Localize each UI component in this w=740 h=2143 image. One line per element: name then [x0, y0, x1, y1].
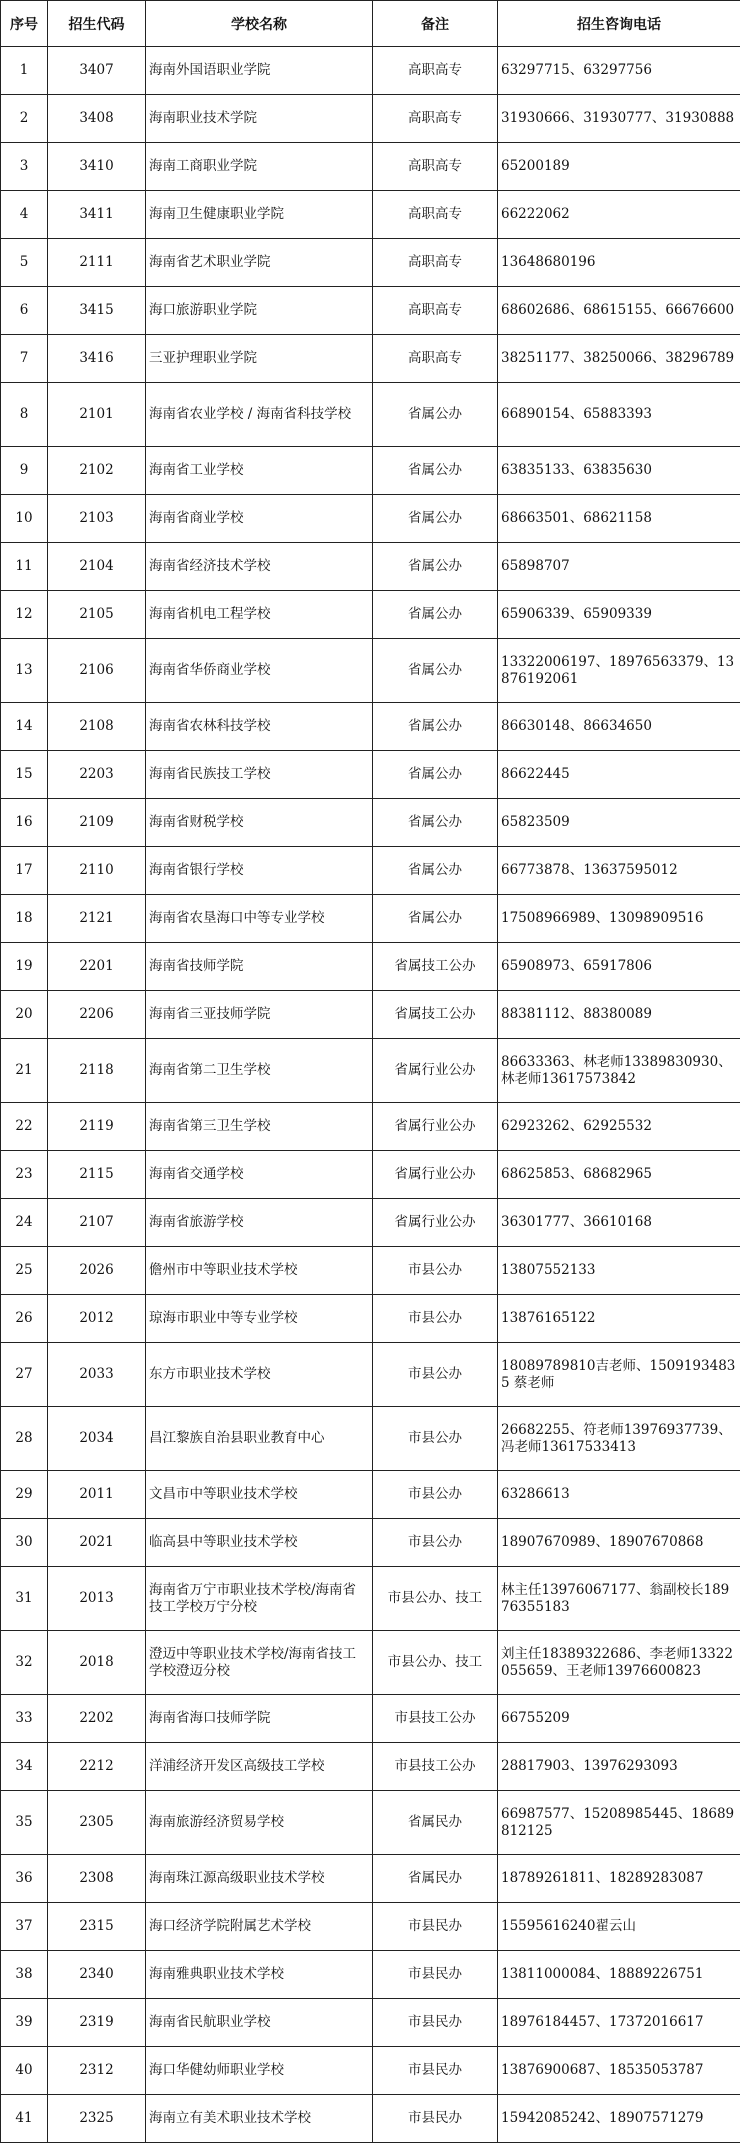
table-row [1, 591, 740, 639]
table-row [1, 2047, 740, 2095]
contact-phone: 86630148、86634650 [498, 703, 740, 751]
school-note: 市县民办 [373, 2095, 498, 2143]
school-code: 2312 [48, 2047, 146, 2095]
row-number: 17 [1, 847, 48, 895]
contact-phone: 63835133、63835630 [498, 447, 740, 495]
school-note: 市县公办 [373, 1343, 498, 1407]
school-note: 高职高专 [373, 47, 498, 95]
school-note: 省属行业公办 [373, 1103, 498, 1151]
school-name: 海南省第三卫生学校 [146, 1103, 373, 1151]
school-note: 市县技工公办 [373, 1743, 498, 1791]
school-code: 2319 [48, 1999, 146, 2047]
table-row [1, 751, 740, 799]
school-note: 市县民办 [373, 1951, 498, 1999]
school-name: 海南省农林科技学校 [146, 703, 373, 751]
school-note: 省属技工公办 [373, 943, 498, 991]
table-row [1, 703, 740, 751]
school-name: 海南省海口技师学院 [146, 1695, 373, 1743]
school-note: 省属行业公办 [373, 1039, 498, 1103]
row-number: 37 [1, 1903, 48, 1951]
table-row [1, 1199, 740, 1247]
school-name: 海南珠江源高级职业技术学校 [146, 1855, 373, 1903]
contact-phone: 66987577、15208985445、18689812125 [498, 1791, 740, 1855]
school-code: 2206 [48, 991, 146, 1039]
school-code: 2104 [48, 543, 146, 591]
contact-phone: 66222062 [498, 191, 740, 239]
school-name: 东方市职业技术学校 [146, 1343, 373, 1407]
row-number: 26 [1, 1295, 48, 1343]
table-body [1, 47, 740, 2143]
table-row [1, 1903, 740, 1951]
table-row [1, 1471, 740, 1519]
contact-phone: 65823509 [498, 799, 740, 847]
school-code: 2202 [48, 1695, 146, 1743]
school-name: 海南省机电工程学校 [146, 591, 373, 639]
school-note: 省属行业公办 [373, 1199, 498, 1247]
row-number: 32 [1, 1631, 48, 1695]
table-row [1, 47, 740, 95]
row-number: 36 [1, 1855, 48, 1903]
contact-phone: 86633363、林老师13389830930、林老师13617573842 [498, 1039, 740, 1103]
table-row [1, 1567, 740, 1631]
contact-phone: 13811000084、18889226751 [498, 1951, 740, 1999]
school-code: 2108 [48, 703, 146, 751]
header-code: 招生代码 [48, 1, 146, 47]
school-name: 海南省农业学校 / 海南省科技学校 [146, 383, 373, 447]
row-number: 7 [1, 335, 48, 383]
school-name: 海南省商业学校 [146, 495, 373, 543]
school-note: 高职高专 [373, 95, 498, 143]
row-number: 16 [1, 799, 48, 847]
table-row [1, 191, 740, 239]
school-code: 2013 [48, 1567, 146, 1631]
school-code: 2033 [48, 1343, 146, 1407]
school-code: 2026 [48, 1247, 146, 1295]
school-code: 2325 [48, 2095, 146, 2143]
table-row [1, 1695, 740, 1743]
school-code: 2011 [48, 1471, 146, 1519]
school-code: 2119 [48, 1103, 146, 1151]
school-note: 省属民办 [373, 1855, 498, 1903]
school-name: 海南省财税学校 [146, 799, 373, 847]
school-note: 市县公办 [373, 1407, 498, 1471]
school-code: 2107 [48, 1199, 146, 1247]
header-phone: 招生咨询电话 [498, 1, 740, 47]
school-code: 2102 [48, 447, 146, 495]
school-code: 2203 [48, 751, 146, 799]
row-number: 4 [1, 191, 48, 239]
school-code: 2105 [48, 591, 146, 639]
school-name: 儋州市中等职业技术学校 [146, 1247, 373, 1295]
school-name: 海口经济学院附属艺术学校 [146, 1903, 373, 1951]
contact-phone: 18976184457、17372016617 [498, 1999, 740, 2047]
table-row [1, 1855, 740, 1903]
school-name: 海南省工业学校 [146, 447, 373, 495]
table-row [1, 1999, 740, 2047]
table-row [1, 1343, 740, 1407]
contact-phone: 18089789810吉老师、15091934835 蔡老师 [498, 1343, 740, 1407]
school-name: 海口华健幼师职业学校 [146, 2047, 373, 2095]
school-name: 海南省民航职业学校 [146, 1999, 373, 2047]
row-number: 14 [1, 703, 48, 751]
contact-phone: 88381112、88380089 [498, 991, 740, 1039]
school-note: 省属公办 [373, 895, 498, 943]
contact-phone: 31930666、31930777、31930888 [498, 95, 740, 143]
contact-phone: 18907670989、18907670868 [498, 1519, 740, 1567]
school-note: 市县技工公办 [373, 1695, 498, 1743]
table-row [1, 895, 740, 943]
school-name: 昌江黎族自治县职业教育中心 [146, 1407, 373, 1471]
school-note: 省属公办 [373, 543, 498, 591]
table-row [1, 1743, 740, 1791]
school-name: 海南省农垦海口中等专业学校 [146, 895, 373, 943]
school-code: 3415 [48, 287, 146, 335]
school-name: 海南省旅游学校 [146, 1199, 373, 1247]
table-row [1, 943, 740, 991]
table-row [1, 447, 740, 495]
school-note: 省属行业公办 [373, 1151, 498, 1199]
school-note: 省属技工公办 [373, 991, 498, 1039]
row-number: 34 [1, 1743, 48, 1791]
row-number: 23 [1, 1151, 48, 1199]
contact-phone: 13876900687、18535053787 [498, 2047, 740, 2095]
row-number: 35 [1, 1791, 48, 1855]
school-note: 市县民办 [373, 1903, 498, 1951]
row-number: 9 [1, 447, 48, 495]
header-school-name: 学校名称 [146, 1, 373, 47]
school-name: 澄迈中等职业技术学校/海南省技工学校澄迈分校 [146, 1631, 373, 1695]
table-row [1, 543, 740, 591]
row-number: 6 [1, 287, 48, 335]
header-note: 备注 [373, 1, 498, 47]
table-row [1, 639, 740, 703]
row-number: 19 [1, 943, 48, 991]
row-number: 5 [1, 239, 48, 287]
school-name: 海南省艺术职业学院 [146, 239, 373, 287]
school-name: 海南省技师学院 [146, 943, 373, 991]
row-number: 22 [1, 1103, 48, 1151]
school-name: 文昌市中等职业技术学校 [146, 1471, 373, 1519]
school-note: 高职高专 [373, 335, 498, 383]
school-name: 琼海市职业中等专业学校 [146, 1295, 373, 1343]
school-name: 海南省民族技工学校 [146, 751, 373, 799]
school-code: 2103 [48, 495, 146, 543]
school-code: 2121 [48, 895, 146, 943]
contact-phone: 65200189 [498, 143, 740, 191]
school-name: 海南省银行学校 [146, 847, 373, 895]
table-row [1, 1519, 740, 1567]
row-number: 28 [1, 1407, 48, 1471]
school-note: 省属公办 [373, 495, 498, 543]
table-row [1, 1791, 740, 1855]
school-name: 海南立有美术职业技术学校 [146, 2095, 373, 2143]
contact-phone: 63286613 [498, 1471, 740, 1519]
school-code: 3410 [48, 143, 146, 191]
contact-phone: 65898707 [498, 543, 740, 591]
school-note: 省属公办 [373, 447, 498, 495]
contact-phone: 13807552133 [498, 1247, 740, 1295]
school-code: 3408 [48, 95, 146, 143]
table-row [1, 1631, 740, 1695]
table-row [1, 1295, 740, 1343]
contact-phone: 13876165122 [498, 1295, 740, 1343]
header-no: 序号 [1, 1, 48, 47]
table-row [1, 1247, 740, 1295]
table-row [1, 1951, 740, 1999]
school-name: 海南职业技术学院 [146, 95, 373, 143]
table-row [1, 1103, 740, 1151]
school-note: 市县民办 [373, 1999, 498, 2047]
contact-phone: 68663501、68621158 [498, 495, 740, 543]
school-note: 高职高专 [373, 143, 498, 191]
table-row [1, 991, 740, 1039]
contact-phone: 66755209 [498, 1695, 740, 1743]
school-code: 3416 [48, 335, 146, 383]
contact-phone: 68625853、68682965 [498, 1151, 740, 1199]
school-note: 高职高专 [373, 287, 498, 335]
contact-phone: 15942085242、18907571279 [498, 2095, 740, 2143]
school-name: 海南雅典职业技术学校 [146, 1951, 373, 1999]
school-name: 洋浦经济开发区高级技工学校 [146, 1743, 373, 1791]
contact-phone: 65906339、65909339 [498, 591, 740, 639]
table-row [1, 847, 740, 895]
row-number: 15 [1, 751, 48, 799]
table-row [1, 95, 740, 143]
row-number: 1 [1, 47, 48, 95]
table-row [1, 2095, 740, 2143]
school-note: 高职高专 [373, 191, 498, 239]
row-number: 10 [1, 495, 48, 543]
school-code: 2109 [48, 799, 146, 847]
contact-phone: 林主任13976067177、翁副校长18976355183 [498, 1567, 740, 1631]
school-name: 海南省交通学校 [146, 1151, 373, 1199]
school-name: 三亚护理职业学院 [146, 335, 373, 383]
school-code: 2308 [48, 1855, 146, 1903]
contact-phone: 26682255、符老师13976937739、冯老师13617533413 [498, 1407, 740, 1471]
row-number: 12 [1, 591, 48, 639]
contact-phone: 68602686、68615155、66676600 [498, 287, 740, 335]
school-note: 市县公办、技工 [373, 1567, 498, 1631]
school-note: 市县公办 [373, 1247, 498, 1295]
school-code: 2101 [48, 383, 146, 447]
row-number: 31 [1, 1567, 48, 1631]
row-number: 3 [1, 143, 48, 191]
table-row [1, 1407, 740, 1471]
contact-phone: 15595616240翟云山 [498, 1903, 740, 1951]
school-note: 市县公办、技工 [373, 1631, 498, 1695]
contact-phone: 86622445 [498, 751, 740, 799]
row-number: 24 [1, 1199, 48, 1247]
contact-phone: 62923262、62925532 [498, 1103, 740, 1151]
school-name: 海南卫生健康职业学院 [146, 191, 373, 239]
row-number: 2 [1, 95, 48, 143]
school-code: 2111 [48, 239, 146, 287]
school-name: 海口旅游职业学院 [146, 287, 373, 335]
contact-phone: 63297715、63297756 [498, 47, 740, 95]
row-number: 30 [1, 1519, 48, 1567]
school-code: 3411 [48, 191, 146, 239]
row-number: 40 [1, 2047, 48, 2095]
school-note: 省属民办 [373, 1791, 498, 1855]
school-note: 市县公办 [373, 1471, 498, 1519]
school-note: 省属公办 [373, 639, 498, 703]
school-note: 省属公办 [373, 591, 498, 639]
school-code: 2034 [48, 1407, 146, 1471]
contact-phone: 66890154、65883393 [498, 383, 740, 447]
row-number: 27 [1, 1343, 48, 1407]
table-row [1, 1151, 740, 1199]
table-row [1, 383, 740, 447]
row-number: 41 [1, 2095, 48, 2143]
school-note: 省属公办 [373, 703, 498, 751]
school-name: 海南工商职业学院 [146, 143, 373, 191]
school-note: 省属公办 [373, 847, 498, 895]
school-note: 市县公办 [373, 1295, 498, 1343]
table-row [1, 495, 740, 543]
school-code: 2305 [48, 1791, 146, 1855]
school-note: 省属公办 [373, 383, 498, 447]
row-number: 33 [1, 1695, 48, 1743]
contact-phone: 65908973、65917806 [498, 943, 740, 991]
table-row [1, 287, 740, 335]
row-number: 11 [1, 543, 48, 591]
school-code: 2018 [48, 1631, 146, 1695]
contact-phone: 36301777、36610168 [498, 1199, 740, 1247]
contact-phone: 刘主任18389322686、李老师13322055659、王老师13976600823 [498, 1631, 740, 1695]
table-row [1, 335, 740, 383]
contact-phone: 13648680196 [498, 239, 740, 287]
school-note: 市县公办 [373, 1519, 498, 1567]
school-name: 海南旅游经济贸易学校 [146, 1791, 373, 1855]
contact-phone: 28817903、13976293093 [498, 1743, 740, 1791]
school-code: 2212 [48, 1743, 146, 1791]
row-number: 38 [1, 1951, 48, 1999]
school-note: 省属公办 [373, 751, 498, 799]
school-code: 2012 [48, 1295, 146, 1343]
school-code: 2201 [48, 943, 146, 991]
contact-phone: 18789261811、18289283087 [498, 1855, 740, 1903]
contact-phone: 13322006197、18976563379、13876192061 [498, 639, 740, 703]
table-row [1, 799, 740, 847]
school-code: 3407 [48, 47, 146, 95]
school-name: 临高县中等职业技术学校 [146, 1519, 373, 1567]
table-row [1, 143, 740, 191]
school-code: 2115 [48, 1151, 146, 1199]
contact-phone: 17508966989、13098909516 [498, 895, 740, 943]
school-name: 海南省第二卫生学校 [146, 1039, 373, 1103]
row-number: 20 [1, 991, 48, 1039]
row-number: 18 [1, 895, 48, 943]
school-name: 海南省万宁市职业技术学校/海南省技工学校万宁分校 [146, 1567, 373, 1631]
table-row [1, 1039, 740, 1103]
school-code: 2118 [48, 1039, 146, 1103]
school-name: 海南外国语职业学院 [146, 47, 373, 95]
header-row [1, 1, 740, 47]
school-code: 2340 [48, 1951, 146, 1999]
row-number: 39 [1, 1999, 48, 2047]
school-name: 海南省华侨商业学校 [146, 639, 373, 703]
school-code: 2315 [48, 1903, 146, 1951]
table-row [1, 239, 740, 287]
school-code: 2021 [48, 1519, 146, 1567]
row-number: 29 [1, 1471, 48, 1519]
school-name: 海南省经济技术学校 [146, 543, 373, 591]
row-number: 8 [1, 383, 48, 447]
row-number: 21 [1, 1039, 48, 1103]
school-name: 海南省三亚技师学院 [146, 991, 373, 1039]
row-number: 13 [1, 639, 48, 703]
row-number: 25 [1, 1247, 48, 1295]
contact-phone: 66773878、13637595012 [498, 847, 740, 895]
school-code: 2110 [48, 847, 146, 895]
school-note: 市县民办 [373, 2047, 498, 2095]
school-code: 2106 [48, 639, 146, 703]
school-note: 省属公办 [373, 799, 498, 847]
contact-phone: 38251177、38250066、38296789 [498, 335, 740, 383]
school-note: 高职高专 [373, 239, 498, 287]
